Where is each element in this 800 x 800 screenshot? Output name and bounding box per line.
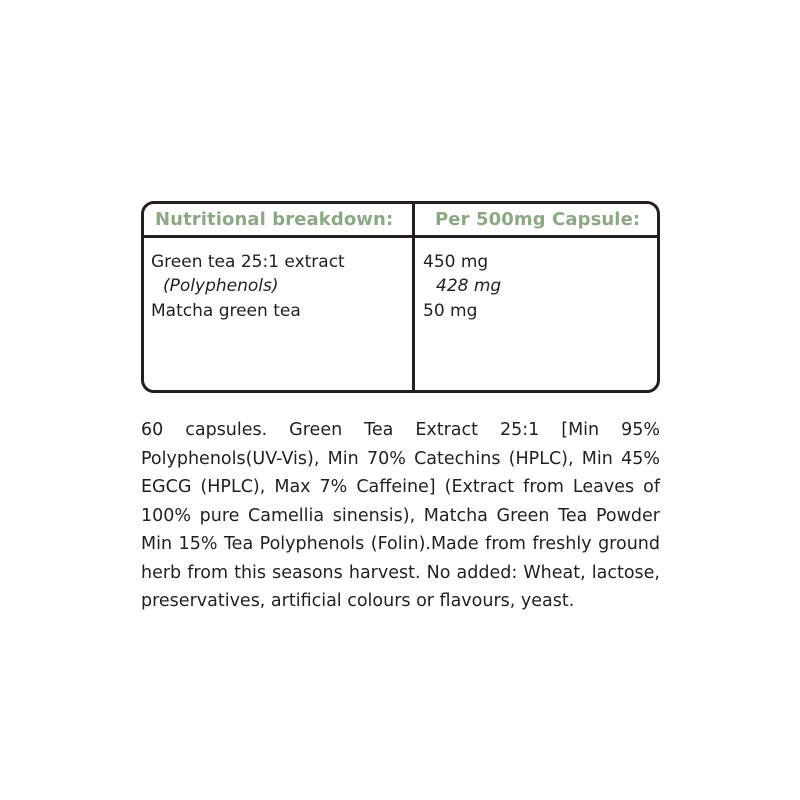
ingredient-polyphenols: (Polyphenols) — [163, 276, 279, 296]
table-header — [144, 204, 657, 238]
header-nutritional-breakdown: Nutritional breakdown: — [155, 209, 394, 230]
header-per-capsule: Per 500mg Capsule: — [435, 209, 641, 230]
amount-polyphenols: 428 mg — [436, 276, 502, 296]
ingredient-matcha-green-tea: Matcha green tea — [151, 301, 301, 321]
amount-matcha-green-tea: 50 mg — [423, 301, 478, 321]
amount-green-tea-extract: 450 mg — [423, 252, 489, 272]
product-description: 60 capsules. Green Tea Extract 25:1 [Min 95% Polyphenols(UV-Vis), Min 70% Catechins (HPLC), Min 45% EGCG (HPLC), Max 7% Caffeine] (Extract from Leaves of 100% pure Camellia sinensis), Matcha Green Tea Powder Min 15% Tea Polyphenols (Folin).Made from freshly ground herb from this seasons harvest. No added: Wheat, lactose, preservatives, artificial colours or flavours, yeast. — [141, 420, 660, 611]
ingredient-green-tea-extract: Green tea 25:1 extract — [151, 252, 345, 272]
nutrition-table — [141, 201, 660, 393]
column-divider — [412, 204, 415, 390]
